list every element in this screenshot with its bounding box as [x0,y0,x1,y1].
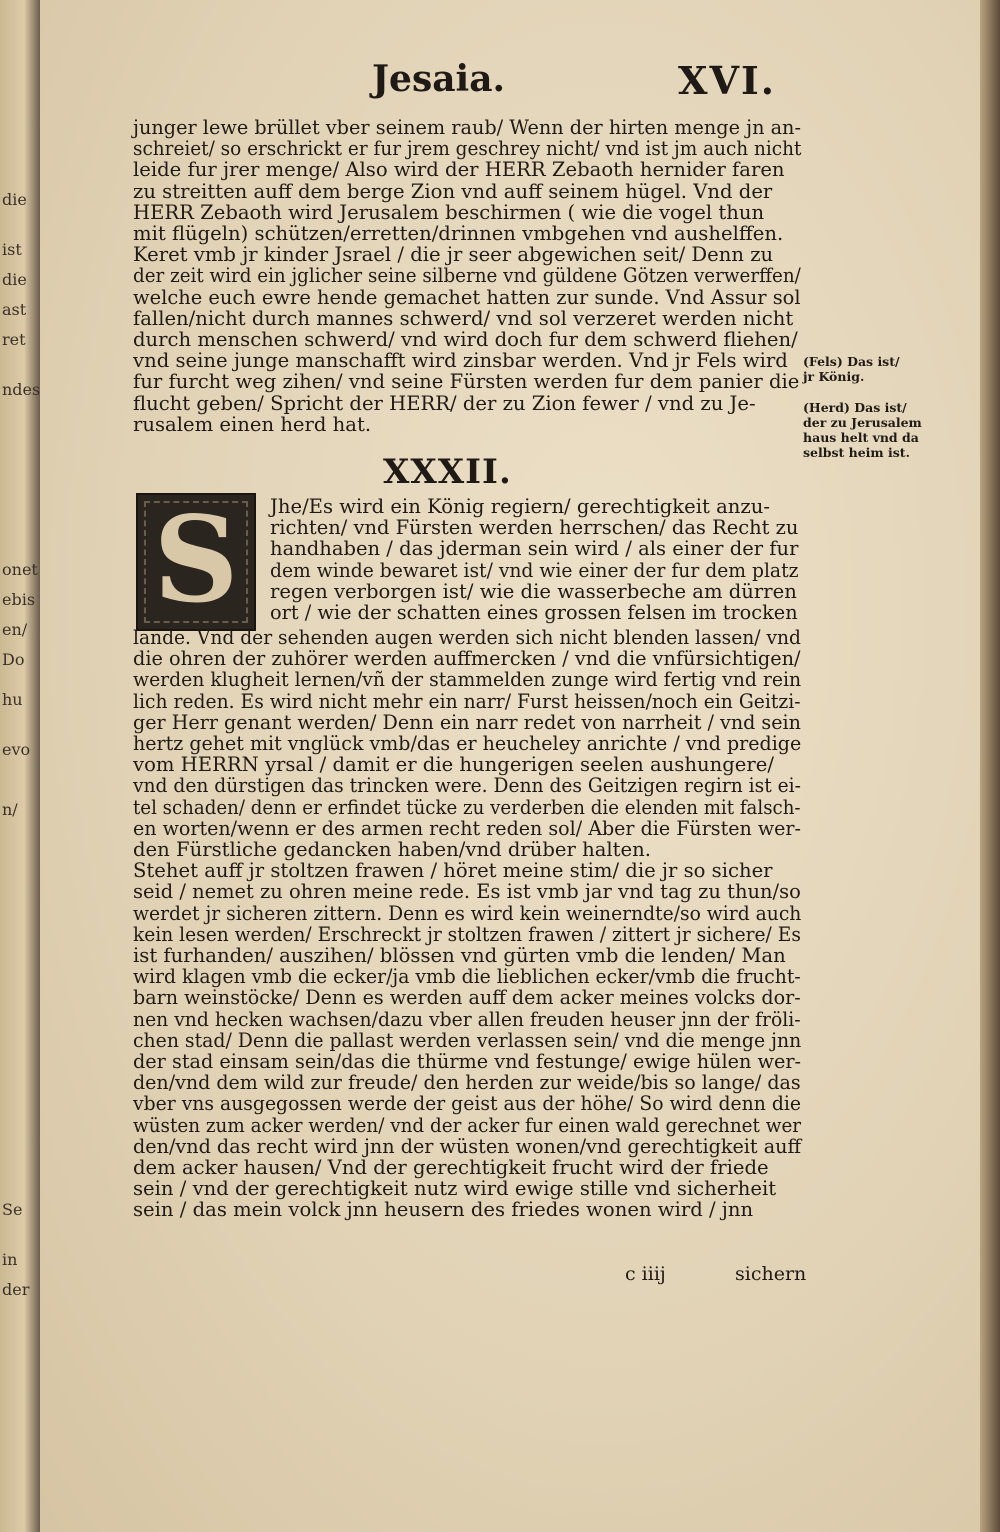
text-line: tel schaden/ denn er erfindet tücke zu verderben die elenden mit falsch- [133,795,801,819]
text-line: kein lesen werden/ Erschreckt jr stoltzen frawen / zittert jr sichere/ Es [133,922,801,946]
running-head-title: Jesaia. [372,58,506,100]
prev-page-fragment: Do [2,650,25,669]
text-line: vber vns ausgegossen werde der geist aus der höhe/ So wird denn die [133,1092,801,1116]
prev-page-fragment: onet [2,560,38,579]
text-line: regen verborgen ist/ wie die wasserbeche am dürren [270,579,797,603]
text-line: durch menschen schwerd/ vnd wird doch fur dem schwerd fliehen/ [133,328,798,352]
text-line: rusalem einen herd hat. [133,412,372,436]
prev-page-fragment: en/ [2,620,28,639]
text-line: en worten/wenn er des armen recht reden sol/ Aber die Fürsten wer- [133,816,801,840]
text-line: HERR Zebaoth wird Jerusalem beschirmen ( wie die vogel thun [133,200,765,224]
text-line: Keret vmb jr kinder Jsrael / die jr seer abgewichen seit/ Denn zu [133,243,774,267]
chapter-heading: XXXII. [383,452,512,492]
previous-page-edge [0,0,40,1532]
text-line: schreiet/ so erschrickt er fur jrem geschrey nicht/ vnd ist jm auch nicht [133,137,802,161]
text-block-2a [270,496,798,623]
margin-note-fels [803,354,938,384]
text-line: handhaben / das jderman sein wird / als einer der fur [270,537,799,561]
text-line: ort / wie der schatten eines grossen felsen im trocken [270,601,798,625]
prev-page-fragment: hu [2,690,23,709]
text-line: den/vnd das recht wird jnn der wüsten wonen/vnd gerechtigkeit auff [133,1134,802,1158]
text-line: seid / nemet zu ohren meine rede. Es ist vmb jar vnd tag zu thun/so [133,880,801,904]
prev-page-fragment: ist [2,240,22,259]
text-line: junger lewe brüllet vber seinem raub/ Wenn der hirten menge jn an- [133,116,801,139]
margin-note-herd [803,400,938,460]
margin-note-line: haus helt vnd da [803,430,919,445]
text-line: der stad einsam sein/das die thürme vnd festunge/ ewige hülen wer- [133,1050,802,1074]
prev-page-fragment: in [2,1250,18,1269]
text-line: ger Herr genant werden/ Denn ein narr redet von narrheit / vnd sein [133,710,801,734]
text-line: den Fürstliche gedancken haben/vnd drüber halten. [133,838,651,862]
text-line: wüsten zum acker werden/ vnd der acker fur einen wald gerechnet wer [133,1113,802,1137]
margin-note-line: selbst heim ist. [803,445,910,460]
margin-note-line: der zu Jerusalem [803,415,922,430]
text-line: lande. Vnd der sehenden augen werden sich nicht blenden lassen/ vnd [133,626,801,649]
text-line: Jhe/Es wird ein König regiern/ gerechtigkeit anzu- [270,495,770,518]
text-line: der zeit wird ein jglicher seine silberne vnd güldene Götzen verwerffen/ [133,264,801,288]
margin-note-line: (Fels) Das ist/ [803,354,900,369]
margin-note-line: (Herd) Das ist/ [803,400,907,415]
text-line: nen vnd hecken wachsen/dazu vber allen freuden heuser jnn der fröli- [133,1007,801,1031]
text-line: dem winde bewaret ist/ vnd wie einer der fur dem platz [270,558,799,582]
text-line: werden klugheit lernen/vñ der stammelden zunge wird fertig vnd rein [133,668,802,692]
prev-page-fragment: ndes [2,380,40,399]
text-line: Stehet auff jr stoltzen frawen / höret meine stim/ die jr so sicher [133,859,773,883]
page-edge-right [980,0,1000,1532]
text-line: fur furcht weg zihen/ vnd seine Fürsten werden fur dem panier die [133,370,800,394]
text-line: sein / vnd der gerechtigkeit nutz wird ewige stille vnd sicherheit [133,1177,777,1201]
prev-page-fragment: ast [2,300,27,319]
prev-page-fragment: der [2,1280,30,1299]
text-line: welche euch ewre hende gemachet hatten zur sunde. Vnd Assur sol [133,285,801,309]
prev-page-fragment: ebis [2,590,36,609]
text-line: ist furhanden/ auszihen/ blössen vnd gürten vmb die lenden/ Man [133,944,786,968]
text-line: vnd den dürstigen das trincken were. Denn des Geitzigen regirn ist ei- [133,774,801,798]
text-line: sein / das mein volck jnn heusern des friedes wonen wird / jnn [133,1198,754,1222]
prev-page-fragment: evo [2,740,31,759]
text-line: zu streitten auff dem berge Zion vnd auff seinem hügel. Vnd der [133,179,773,203]
prev-page-fragment: n/ [2,800,18,819]
decorated-initial [136,493,256,631]
running-head-chapter: XVI. [678,58,776,103]
prev-page-fragment: die [2,270,27,289]
text-line: barn weinstöcke/ Denn es werden auff dem acker meines volcks dor- [133,986,801,1010]
text-line: leide fur jrer menge/ Also wird der HERR Zebaoth hernider faren [133,158,785,182]
prev-page-fragment: ret [2,330,26,349]
text-line: chen stad/ Denn die pallast werden verlassen sein/ vnd die menge jnn [133,1028,802,1052]
prev-page-fragment: die [2,190,27,209]
text-line: lich reden. Es wird nicht mehr ein narr/ Furst heissen/noch ein Geitzi- [133,689,801,713]
text-line: richten/ vnd Fürsten werden herrschen/ das Recht zu [270,516,799,540]
signature-mark: c iiij [625,1263,666,1285]
text-line: hertz gehet mit vnglück vmb/das er heucheley anrichte / vnd predige [133,732,802,756]
text-block-1 [133,117,801,435]
margin-note-line: jr König. [803,369,865,384]
catchword: sichern [735,1263,807,1285]
prev-page-fragment: Se [2,1200,23,1219]
text-line: vnd seine junge manschafft wird zinsbar werden. Vnd jr Fels wird [133,349,788,373]
text-line: flucht geben/ Spricht der HERR/ der zu Zion fewer / vnd zu Je- [133,391,756,415]
text-line: dem acker hausen/ Vnd der gerechtigkeit frucht wird der friede [133,1156,769,1180]
text-line: fallen/nicht durch mannes schwerd/ vnd sol verzeret werden nicht [133,306,794,330]
text-line: mit flügeln) schützen/erretten/drinnen vmbgehen vnd aushelffen. [133,222,784,246]
text-line: vom HERRN yrsal / damit er die hungerigen seelen aushungere/ [133,753,774,777]
text-line: wird klagen vmb die ecker/ja vmb die lieblichen ecker/vmb die frucht- [133,965,801,989]
text-block-2b [133,627,801,1221]
text-line: werdet jr sicheren zittern. Denn es wird kein weinerndte/so wird auch [133,901,802,925]
initial-letter: S [153,493,239,629]
text-line: den/vnd dem wild zur freude/ den herden zur weide/bis so lange/ das [133,1071,801,1095]
text-line: die ohren der zuhörer werden auffmercken / vnd die vnfürsichtigen/ [133,647,801,671]
